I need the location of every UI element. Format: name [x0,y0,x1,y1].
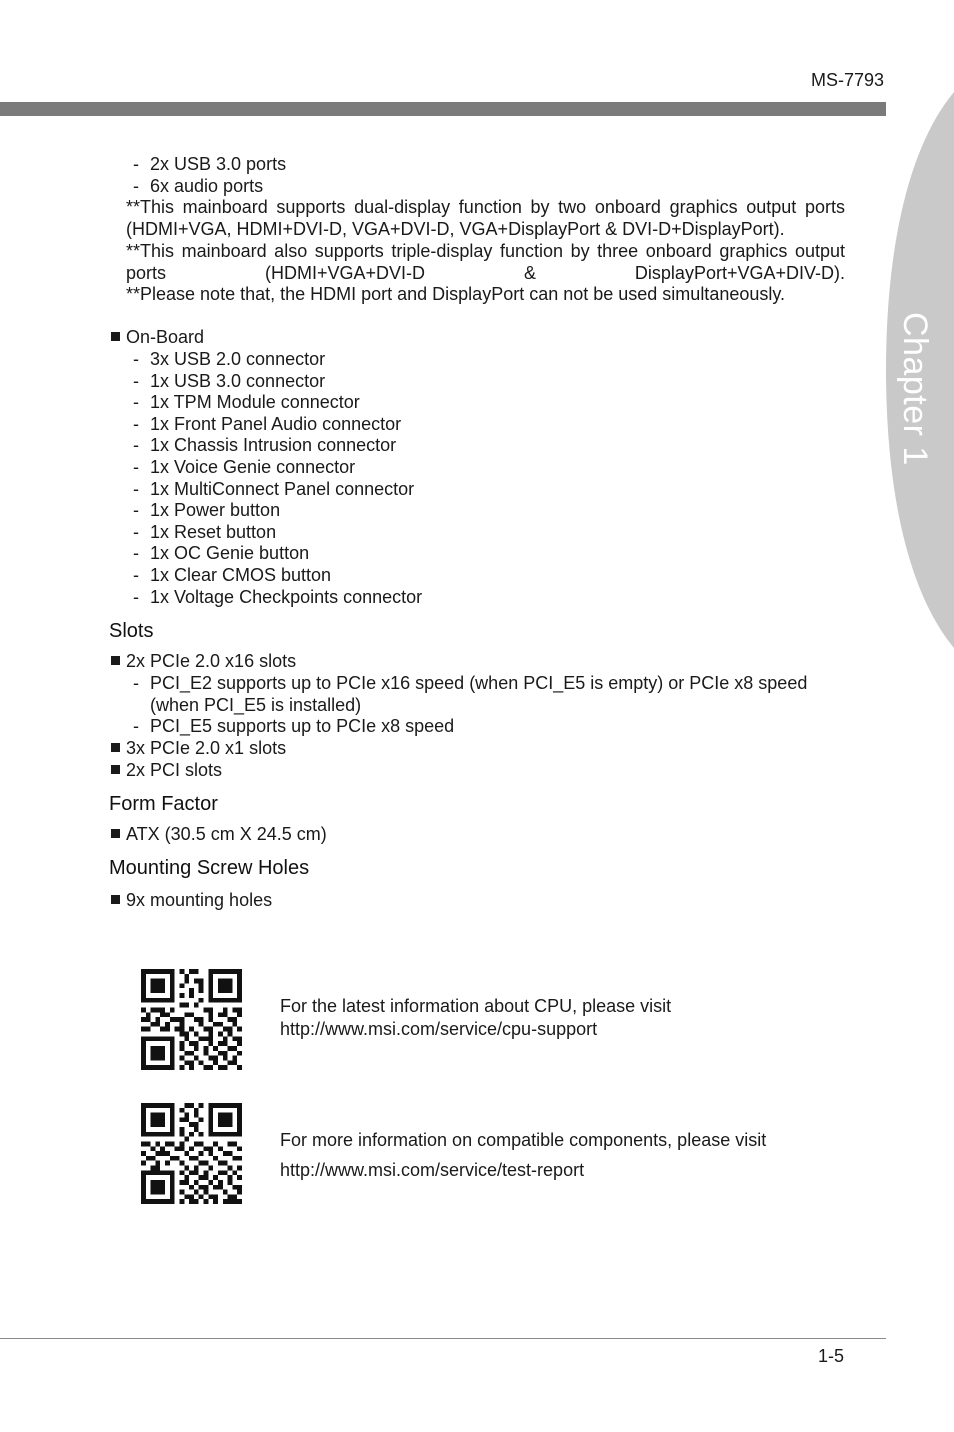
note-dual-display: **This mainboard supports dual-display function by two onboard graphics output ports (HDMI+VGA, HDMI+DVI-D, VGA+DVI-D, VGA+DisplayPort & DVI-D+DisplayPort). [126,197,845,239]
dash-marker: - [133,457,139,477]
list-item: 1x Reset button [150,522,277,542]
section-heading-slots: Slots [109,620,154,642]
note-triple-display: **This mainboard also supports triple-display function by three onboard graphics output ports (HDMI+VGA+DVI-D & DisplayPort+VGA+DIV-D). [126,241,845,283]
dash-marker: - [133,543,139,563]
list-item: 1x Clear CMOS button [150,565,332,585]
list-item: 1x MultiConnect Panel connector [150,479,415,499]
bullet-icon [111,829,120,838]
list-item: 6x audio ports [150,176,264,196]
qr-code-icon [141,1103,242,1204]
bullet-icon [111,332,120,341]
cpu-support-text: For the latest information about CPU, please visit [280,996,672,1016]
dash-marker: - [133,371,139,391]
list-item: PCI_E5 supports up to PCIe x8 speed [150,716,455,736]
dash-marker: - [133,500,139,520]
list-item: 1x Power button [150,500,281,520]
list-item: 1x Chassis Intrusion connector [150,435,397,455]
list-item: 1x OC Genie button [150,543,310,563]
list-item: 1x TPM Module connector [150,392,360,412]
list-item: 1x Voltage Checkpoints connector [150,587,423,607]
model-number: MS-7793 [810,70,884,90]
list-item: 1x Front Panel Audio connector [150,414,402,434]
compatible-components-text: For more information on compatible components, please visit [280,1130,767,1150]
chapter-tab-label: Chapter 1 [896,312,934,466]
cpu-support-link[interactable]: http://www.msi.com/service/cpu-support [280,1019,598,1039]
bullet-icon [111,895,120,904]
list-item-continuation: (when PCI_E5 is installed) [150,695,362,715]
header-bar [0,102,886,116]
bullet-icon [111,743,120,752]
dash-marker: - [133,392,139,412]
list-item: ATX (30.5 cm X 24.5 cm) [126,824,327,844]
dash-marker: - [133,522,139,542]
list-item: 2x PCI slots [126,760,223,780]
compatible-components-link[interactable]: http://www.msi.com/service/test-report [280,1160,585,1180]
list-item: 3x PCIe 2.0 x1 slots [126,738,287,758]
list-item: 2x PCIe 2.0 x16 slots [126,651,297,671]
list-item: 2x USB 3.0 ports [150,154,287,174]
dash-marker: - [133,176,139,196]
list-item: 1x Voice Genie connector [150,457,356,477]
section-heading-mounting: Mounting Screw Holes [109,857,310,879]
bullet-icon [111,765,120,774]
dash-marker: - [133,154,139,174]
dash-marker: - [133,673,139,693]
dash-marker: - [133,349,139,369]
dash-marker: - [133,716,139,736]
dash-marker: - [133,479,139,499]
note-hdmi-displayport: **Please note that, the HDMI port and DisplayPort can not be used simultaneously. [126,284,786,304]
page-number: 1-5 [818,1346,845,1366]
qr-code-icon [141,969,242,1070]
footer-rule [0,1338,886,1339]
list-item: PCI_E2 supports up to PCIe x16 speed (when PCI_E5 is empty) or PCIe x8 speed [150,673,808,693]
list-item: 9x mounting holes [126,890,273,910]
onboard-title: On-Board [126,327,205,347]
dash-marker: - [133,587,139,607]
dash-marker: - [133,414,139,434]
dash-marker: - [133,435,139,455]
list-item: 3x USB 2.0 connector [150,349,326,369]
section-heading-form-factor: Form Factor [109,793,218,815]
dash-marker: - [133,565,139,585]
list-item: 1x USB 3.0 connector [150,371,326,391]
bullet-icon [111,656,120,665]
